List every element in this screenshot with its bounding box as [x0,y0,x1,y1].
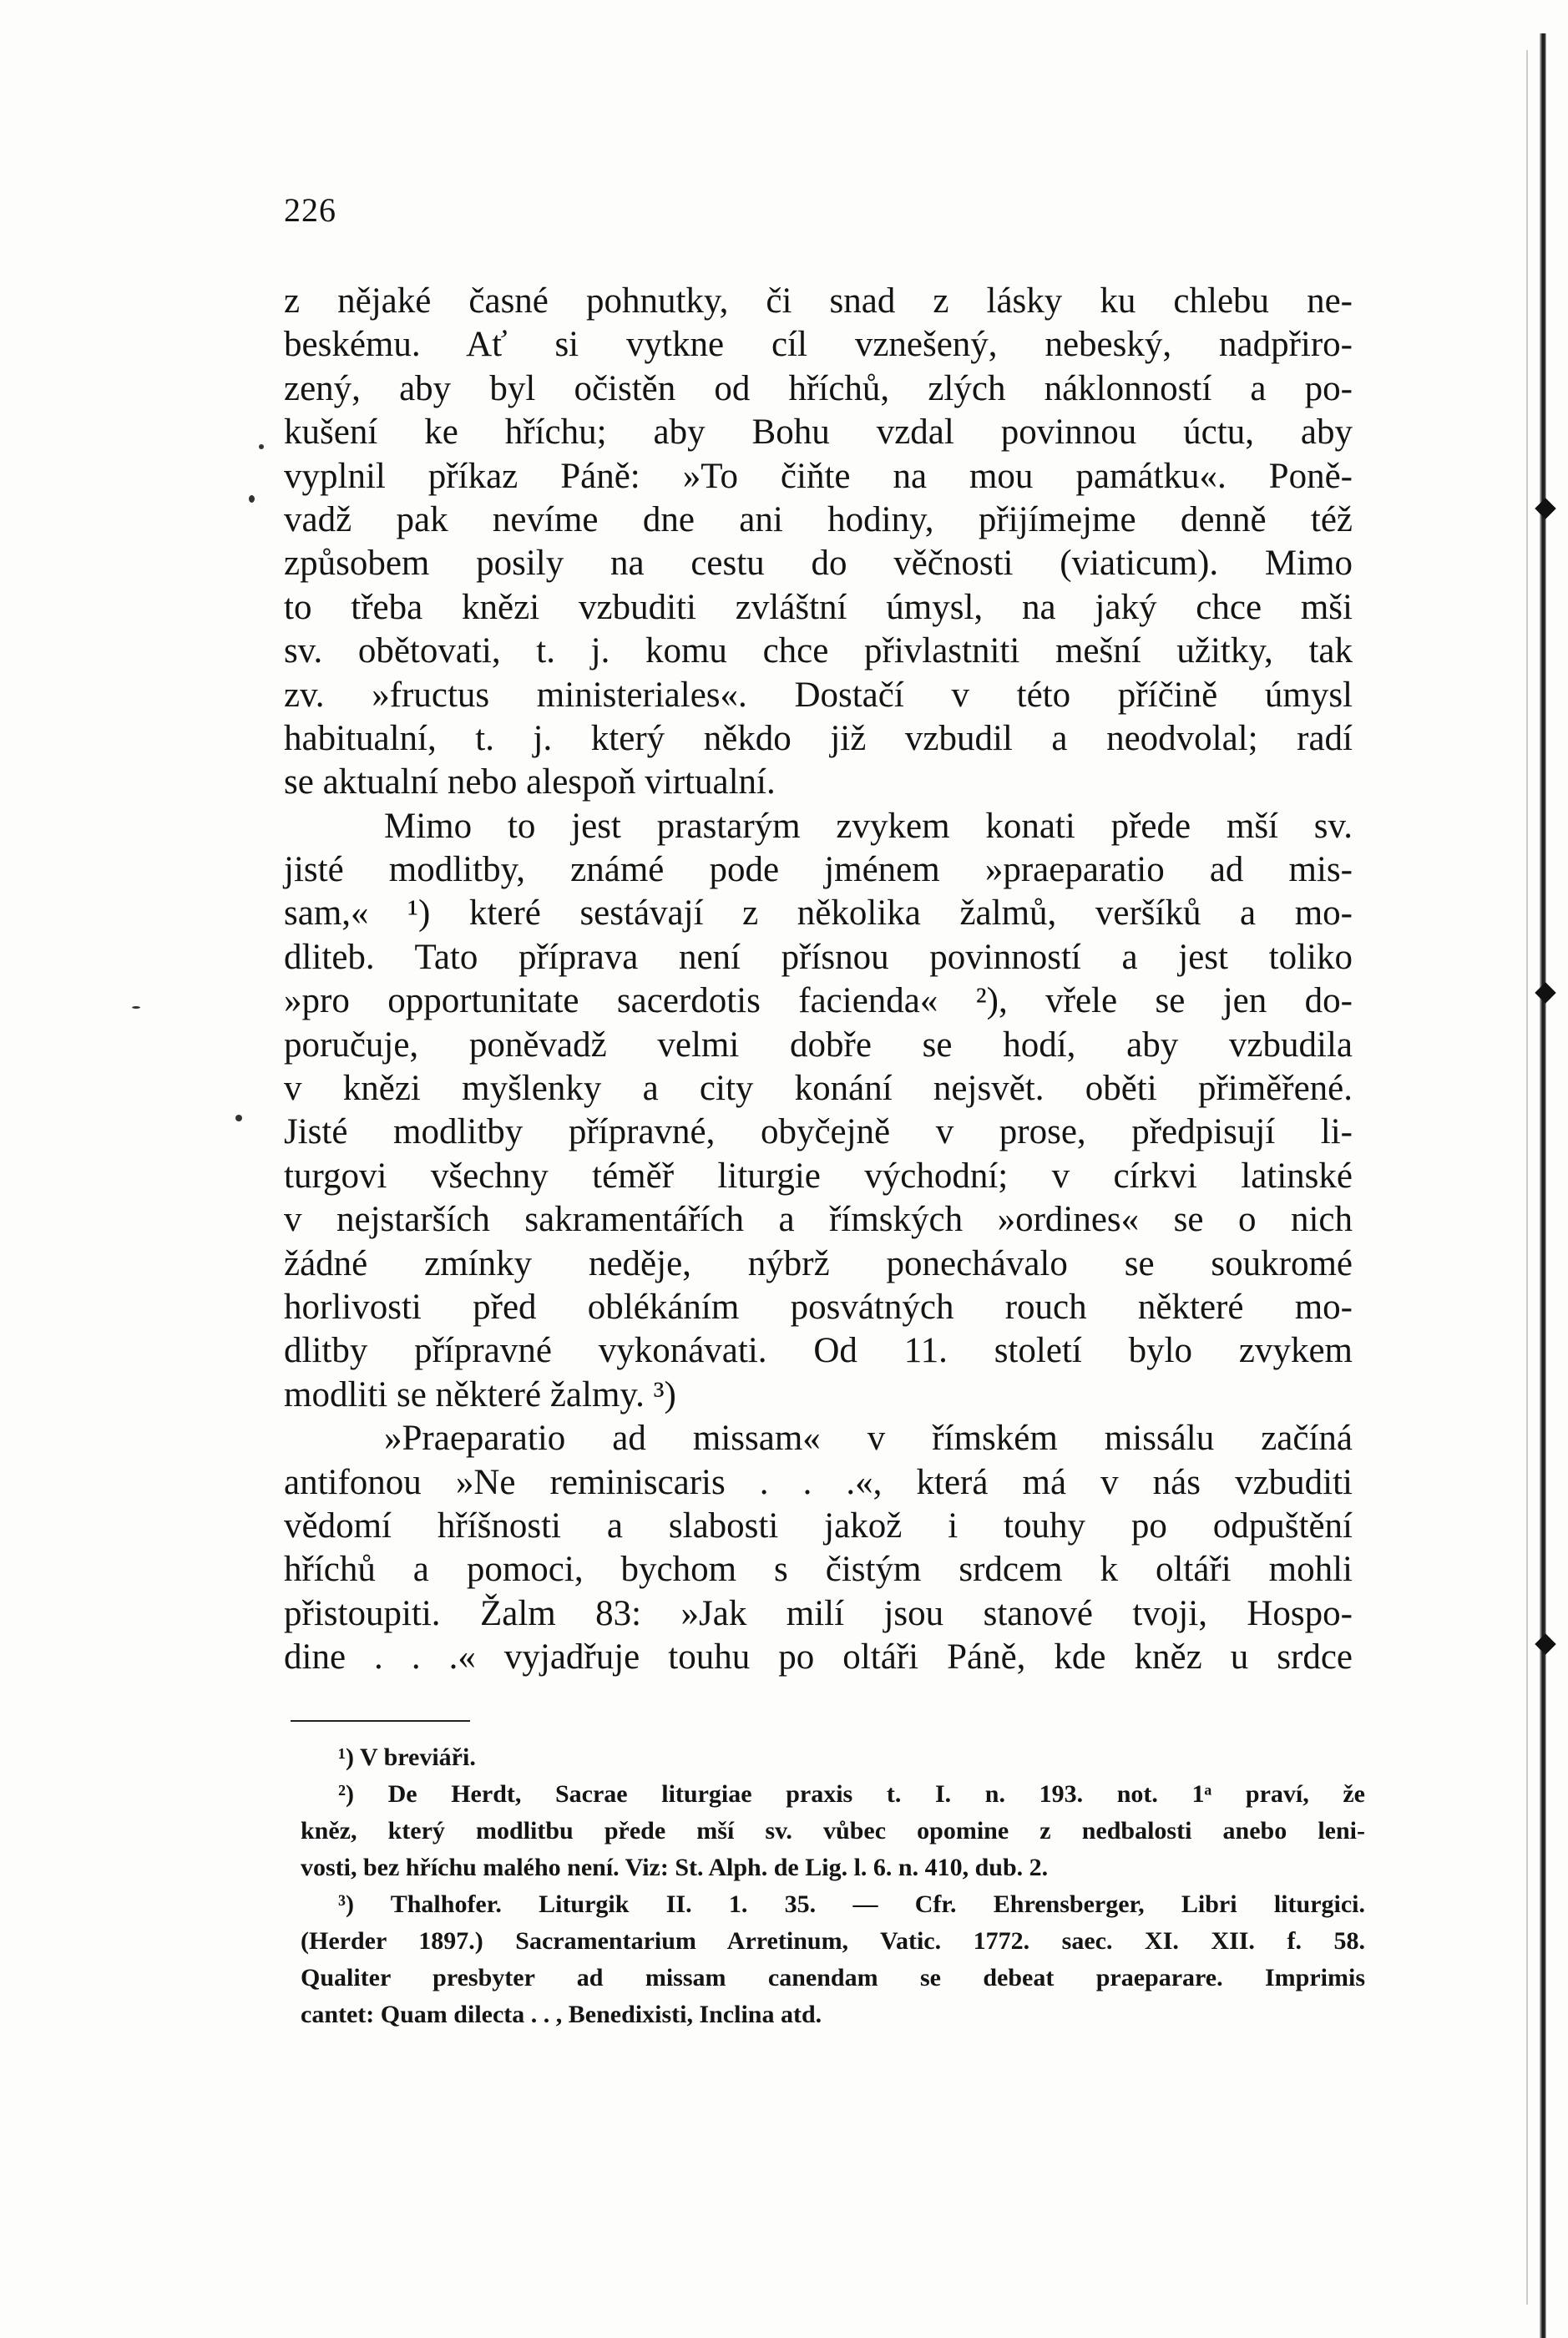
body-line: sv. obětovati, t. j. komu chce přivlastniti mešní užitky, tak [284,631,1353,671]
body-line: se aktualní nebo alespoň virtualní. [284,762,776,802]
footnote-line: cantet: Quam dilecta . . , Benedixisti, Inclina atd. [301,2001,822,2028]
body-line: kušení ke hříchu; aby Bohu vzdal povinnou úctu, aby [284,412,1353,453]
body-line: vědomí hříšnosti a slabosti jakož i touhy po odpuštění [284,1506,1353,1546]
body-line: beskému. Ať si vytkne cíl vznešený, nebeský, nadpřiro- [284,325,1353,365]
body-line: Jisté modlitby přípravné, obyčejně v prose, předpisují li- [284,1112,1353,1152]
margin-speck-1 [259,444,264,449]
body-line: hříchů a pomoci, bychom s čistým srdcem k oltáři mohli [284,1550,1353,1590]
body-line: »Praeparatio ad missam« v římském missálu začíná [384,1419,1353,1459]
footnote-separator [291,1720,470,1722]
footnote-line: Qualiter presbyter ad missam canendam se debeat praeparare. Imprimis [301,1964,1365,1991]
body-line: to třeba knězi vzbuditi zvláštní úmysl, na jaký chce mši [284,587,1353,627]
body-line: žádné zmínky neděje, nýbrž ponechávalo se soukromé [284,1243,1353,1283]
body-line: turgovi všechny téměř liturgie východní; v církvi latinské [284,1156,1353,1196]
body-line: dlitby přípravné vykonávati. Od 11. století bylo zvykem [284,1331,1353,1371]
body-line: habitualní, t. j. který někdo již vzbudil a neodvolal; radí [284,718,1353,758]
body-line: Mimo to jest prastarým zvykem konati přede mší sv. [384,806,1353,846]
margin-speck-3 [132,1006,140,1009]
body-line: v knězi myšlenky a city konání nejsvět. oběti přiměřené. [284,1069,1353,1109]
margin-speck-2 [249,495,255,503]
footnotes [301,1739,1365,2033]
body-line: poručuje, poněvadž velmi dobře se hodí, aby vzbudila [284,1025,1353,1065]
footnote-line: (Herder 1897.) Sacramentarium Arretinum, Vatic. 1772. saec. XI. XII. f. 58. [301,1927,1365,1955]
body-line: z nějaké časné pohnutky, či snad z lásky ku chlebu ne- [284,281,1353,321]
body-line: »pro opportunitate sacerdotis facienda« ²), vřele se jen do- [284,981,1353,1021]
body-line: vadž pak nevíme dne ani hodiny, přijímejme denně též [284,499,1353,539]
body-line: způsobem posily na cestu do věčnosti (viaticum). Mimo [284,544,1353,584]
page-edge-line [1526,50,1528,2305]
body-line: antifonou »Ne reminiscaris . . .«, která má v nás vzbuditi [284,1462,1353,1502]
body-line: zený, aby byl očistěn od hříchů, zlých náklonností a po- [284,368,1353,408]
body-line: vyplnil příkaz Páně: »To čiňte na mou památku«. Poně- [284,456,1353,496]
body-line: sam,« ¹) které sestávají z několika žalmů, veršíků a mo- [284,893,1353,934]
footnote-line: kněz, který modlitbu přede mší sv. vůbec opomine z nedbalosti anebo leni- [301,1817,1365,1845]
edge-mark-3 [1535,1633,1555,1654]
footnote-line: ¹) V breviáři. [338,1743,476,1771]
footnote-line: ³) Thalhofer. Liturgik II. 1. 35. — Cfr. Ehrensberger, Libri liturgici. [338,1890,1365,1918]
body-line: dliteb. Tato příprava není přísnou povinností a jest toliko [284,937,1353,977]
footnote-line: ²) De Herdt, Sacrae liturgiae praxis t. I. n. 193. not. 1ᵃ praví, že [338,1780,1365,1808]
page-edge-shadow [1540,33,1546,2338]
body-line: v nejstarších sakramentářích a římských »ordines« se o nich [284,1200,1353,1240]
margin-speck-4 [235,1115,242,1121]
page-number: 226 [284,191,336,229]
edge-mark-2 [1535,982,1555,1003]
body-line: horlivosti před oblékáním posvátných rouch některé mo- [284,1287,1353,1327]
edge-mark-1 [1535,498,1555,519]
footnote-line: vosti, bez hříchu malého není. Viz: St. Alph. de Lig. l. 6. n. 410, dub. 2. [301,1854,1049,1881]
body-line: zv. »fructus ministeriales«. Dostačí v této příčině úmysl [284,675,1353,715]
body-text [284,280,1353,1680]
body-line: přistoupiti. Žalm 83: »Jak milí jsou stanové tvoji, Hospo- [284,1593,1353,1633]
body-line: jisté modlitby, známé pode jménem »praeparatio ad mis- [284,850,1353,890]
body-line: modliti se některé žalmy. ³) [284,1374,676,1414]
body-line: dine . . .« vyjadřuje touhu po oltáři Páně, kde kněz u srdce [284,1637,1353,1678]
